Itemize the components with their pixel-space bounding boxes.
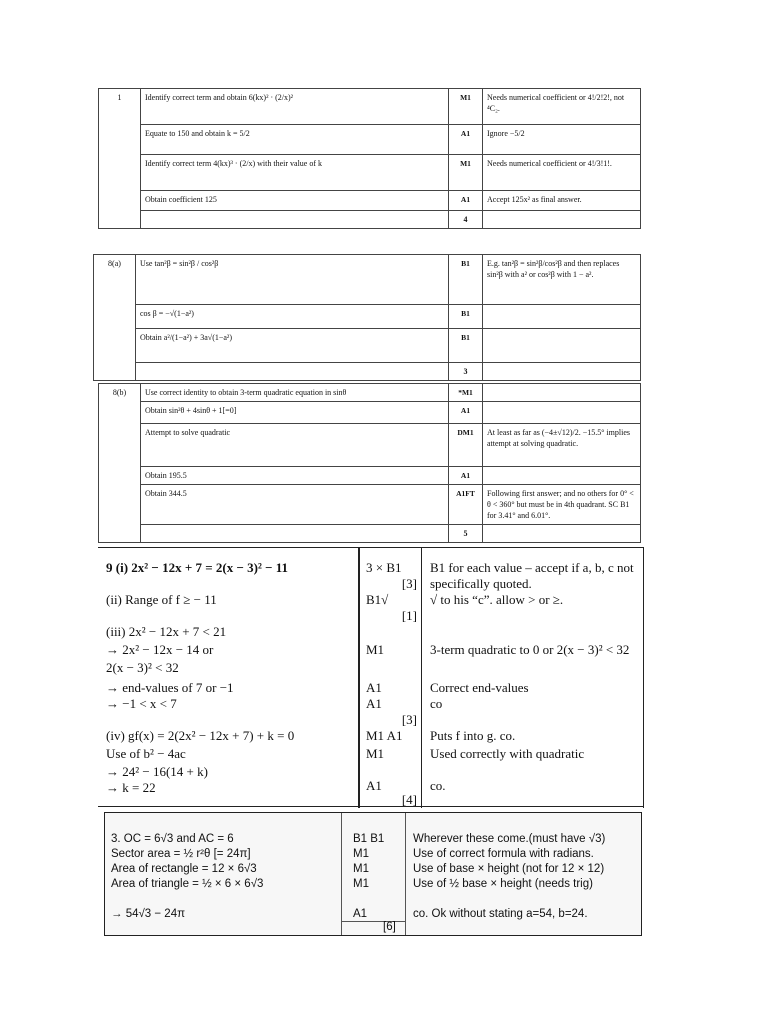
q9-mark: 3 × B1 — [366, 560, 402, 575]
guidance-cell — [483, 524, 641, 542]
q3-guidance: Use of correct formula with radians. — [413, 848, 594, 860]
q3-guidance: co. Ok without stating a=54, b=24. — [413, 908, 588, 920]
answer-cell — [136, 363, 449, 381]
answer-cell: Identify correct term 4(kx)³ · (2/x) with their value of k — [141, 155, 449, 191]
q9-block — [98, 547, 644, 808]
q9-mark: A1 — [366, 696, 382, 711]
mark-cell: A1FT — [449, 484, 483, 524]
answer-cell: cos β = −√(1−a²) — [136, 305, 449, 329]
q9-line: (iv) gf(x) = 2(2x² − 12x + 7) + k = 0 — [106, 728, 295, 743]
q9-line: → end-values of 7 or −1 — [106, 680, 234, 695]
answer-cell: Obtain a²/(1−a²) + 3a√(1−a²) — [136, 329, 449, 363]
divider — [98, 806, 644, 807]
q9-mark-total: [3] — [401, 576, 417, 591]
answer-cell — [141, 211, 449, 229]
guidance-cell: Ignore −5/2 — [483, 125, 641, 155]
q3-mark: B1 B1 — [353, 833, 385, 845]
q9-guidance: Used correctly with quadratic — [430, 746, 585, 761]
mark-cell: B1 — [449, 305, 483, 329]
question-number: 8(b) — [99, 384, 141, 543]
mark-cell: M1 — [449, 89, 483, 125]
answer-cell: Use tan²β = sin²β / cos²β — [136, 255, 449, 305]
q9-guidance: B1 for each value – accept if a, b, c not — [430, 560, 634, 575]
q3-line: Area of triangle = ½ × 6 × 6√3 — [111, 878, 264, 890]
q9-guidance: Puts f into g. co. — [430, 728, 516, 743]
q9-line: → 24² − 16(14 + k) — [106, 764, 208, 779]
guidance-cell — [483, 211, 641, 229]
mark-cell: *M1 — [449, 384, 483, 402]
answer-cell: Attempt to solve quadratic — [141, 424, 449, 466]
q9-mark: A1 — [366, 778, 382, 793]
q9-mark: B1√ — [366, 592, 389, 607]
q8a-table — [93, 254, 640, 378]
q9-mark: M1 — [366, 746, 385, 761]
mark-cell: A1 — [449, 402, 483, 424]
q9-guidance: specifically quoted. — [430, 576, 532, 591]
guidance-cell: Needs numerical coefficient or 4!/2!2!, not ⁴C₂. — [483, 89, 641, 125]
q9-mark: M1 A1 — [366, 728, 403, 743]
q3-mark: M1 — [353, 863, 369, 875]
q3-guidance: Use of base × height (not for 12 × 12) — [413, 863, 605, 875]
mark-cell: M1 — [449, 155, 483, 191]
guidance-cell: E.g. tan²β = sin²β/cos²β and then replaces sin²β with a² or cos²β with 1 − a². — [483, 255, 641, 305]
answer-cell: Obtain 344.5 — [141, 484, 449, 524]
divider — [341, 813, 342, 935]
answer-cell: Use correct identity to obtain 3-term quadratic equation in sinθ — [141, 384, 449, 402]
q9-line: (iii) 2x² − 12x + 7 < 21 — [106, 624, 227, 639]
answer-cell: Obtain sin²θ + 4sinθ + 1[=0] — [141, 402, 449, 424]
guidance-cell — [483, 305, 641, 329]
mark-cell: B1 — [449, 255, 483, 305]
q9-marks-column — [358, 548, 422, 808]
answer-cell: Obtain 195.5 — [141, 466, 449, 484]
guidance-cell — [483, 384, 641, 402]
q3-mark: M1 — [353, 848, 369, 860]
q3-guidance: Wherever these come.(must have √3) — [413, 833, 606, 845]
answer-cell: Obtain coefficient 125 — [141, 191, 449, 211]
q9-mark: A1 — [366, 680, 382, 695]
answer-cell: Identify correct term and obtain 6(kx)² · (2/x)² — [141, 89, 449, 125]
q8b-table — [98, 383, 640, 543]
q9-line: 2(x − 3)² < 32 — [106, 660, 179, 675]
guidance-cell: Accept 125x² as final answer. — [483, 191, 641, 211]
q1-table — [98, 88, 640, 228]
guidance-cell: At least as far as (−4±√12)/2. −15.5° implies attempt at solving quadratic. — [483, 424, 641, 466]
answer-cell: Equate to 150 and obtain k = 5/2 — [141, 125, 449, 155]
q3-line: 3. OC = 6√3 and AC = 6 — [111, 833, 234, 845]
q3-block — [104, 812, 642, 936]
q3-guidance: Use of ½ base × height (needs trig) — [413, 878, 593, 890]
total-cell: 3 — [449, 363, 483, 381]
q9-line: (ii) Range of f ≥ − 11 — [106, 592, 217, 607]
q9-guidance: co — [430, 696, 443, 711]
q9-line: → −1 < x < 7 — [106, 696, 177, 711]
q3-mark: M1 — [353, 878, 369, 890]
guidance-cell: Needs numerical coefficient or 4!/3!1!. — [483, 155, 641, 191]
q9-mark-total: [1] — [401, 608, 417, 623]
q9-guidance: 3-term quadratic to 0 or 2(x − 3)² < 32 — [430, 642, 630, 657]
q9-guidance: co. — [430, 778, 446, 793]
guidance-cell: Following first answer; and no others for 0° < θ < 360° but must be in 4th quadrant. SC B1 for 3.41° and 6.01°. — [483, 484, 641, 524]
q9-line: Use of b² − 4ac — [106, 746, 186, 761]
mark-cell: A1 — [449, 466, 483, 484]
q9-mark: M1 — [366, 642, 385, 657]
mark-cell: B1 — [449, 329, 483, 363]
q9-guidance-column — [422, 548, 644, 808]
question-number: 8(a) — [94, 255, 136, 381]
q9-line: → k = 22 — [106, 780, 156, 795]
q9-guidance: Correct end-values — [430, 680, 529, 695]
question-number: 1 — [99, 89, 141, 229]
q9-guidance: √ to his “c”. allow > or ≥. — [430, 592, 564, 607]
q3-mark-total: [6] — [383, 921, 396, 933]
mark-cell: A1 — [449, 125, 483, 155]
q3-mark: A1 — [353, 908, 368, 920]
mark-cell: DM1 — [449, 424, 483, 466]
divider — [405, 813, 406, 935]
guidance-cell — [483, 402, 641, 424]
guidance-cell — [483, 466, 641, 484]
q9-working-column — [98, 548, 358, 808]
q9-mark-total: [3] — [401, 712, 417, 727]
q9-mark-total: [4] — [401, 792, 417, 807]
q3-line: Sector area = ½ r²θ [= 24π] — [111, 848, 251, 860]
mark-cell: A1 — [449, 191, 483, 211]
total-cell: 5 — [449, 524, 483, 542]
q3-line: → 54√3 − 24π — [111, 908, 186, 920]
q3-line: Area of rectangle = 12 × 6√3 — [111, 863, 257, 875]
total-cell: 4 — [449, 211, 483, 229]
guidance-cell — [483, 363, 641, 381]
answer-cell — [141, 524, 449, 542]
q9-line: 9 (i) 2x² − 12x + 7 = 2(x − 3)² − 11 — [106, 560, 289, 575]
q9-line: → 2x² − 12x − 14 or — [106, 642, 214, 657]
guidance-cell — [483, 329, 641, 363]
